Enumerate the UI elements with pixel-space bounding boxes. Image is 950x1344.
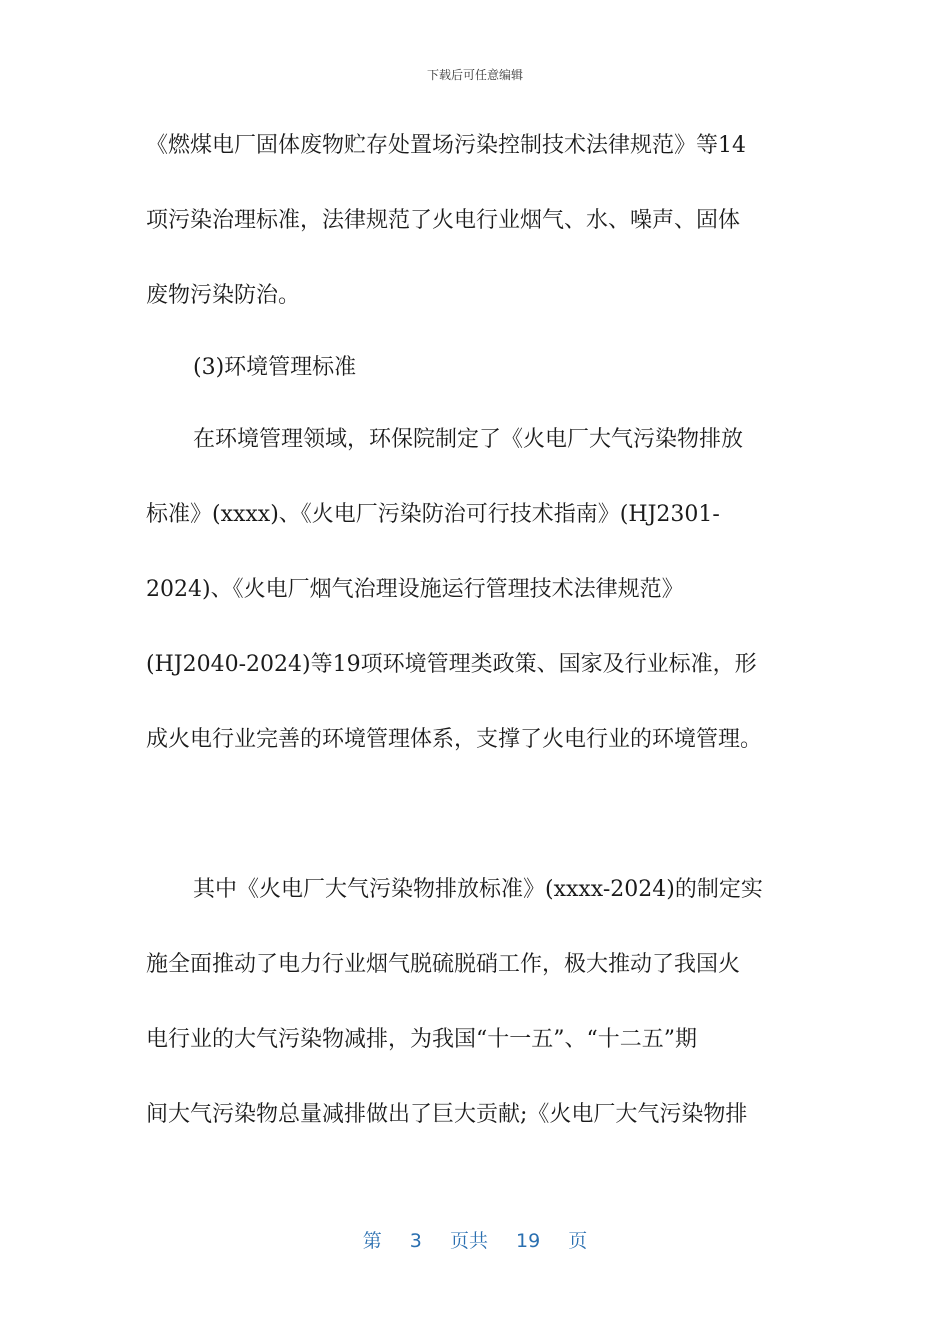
paragraph-1 (146, 108, 806, 333)
text-line: 废物污染防治。 (146, 283, 301, 308)
text-line: 施全面推动了电力行业烟气脱硫脱硝工作，极大推动了我国火 (146, 952, 741, 977)
text-line: 间大气污染物总量减排做出了巨大贡献;《火电厂大气污染物排 (146, 1102, 748, 1127)
text-line: 2024)、《火电厂烟气治理设施运行管理技术法律规范》 (146, 577, 684, 602)
total-pages: 19 (516, 1230, 541, 1252)
text-line: 成火电行业完善的环境管理体系，支撑了火电行业的环境管理。 (146, 727, 763, 752)
text-line: 其中《火电厂大气污染物排放标准》(xxxx-2024)的制定实 (193, 877, 763, 902)
paragraph-2 (146, 402, 806, 777)
text-line: 《燃煤电厂固体废物贮存处置场污染控制技术法律规范》等14 (146, 133, 746, 158)
text-line: 项污染治理标准，法律规范了火电行业烟气、水、噪声、固体 (146, 208, 741, 233)
page-prefix: 第 (362, 1230, 382, 1252)
page-header: 下载后可任意编辑 (426, 68, 523, 82)
page-suffix: 页共 (449, 1230, 488, 1252)
heading-text: (3)环境管理标准 (193, 355, 357, 380)
page-number: 3 (409, 1230, 422, 1252)
text-line: 标准》(xxxx)、《火电厂污染防治可行技术指南》(HJ2301- (146, 502, 720, 527)
section-heading (146, 330, 806, 405)
page-footer (0, 1226, 950, 1253)
total-suffix: 页 (568, 1230, 588, 1252)
text-line: 电行业的大气污染物减排，为我国“十一五”、“十二五”期 (146, 1027, 697, 1052)
paragraph-3 (146, 852, 806, 1152)
text-line: (HJ2040-2024)等19项环境管理类政策、国家及行业标准，形 (146, 652, 757, 677)
text-line: 在环境管理领域，环保院制定了《火电厂大气污染物排放 (193, 427, 744, 452)
